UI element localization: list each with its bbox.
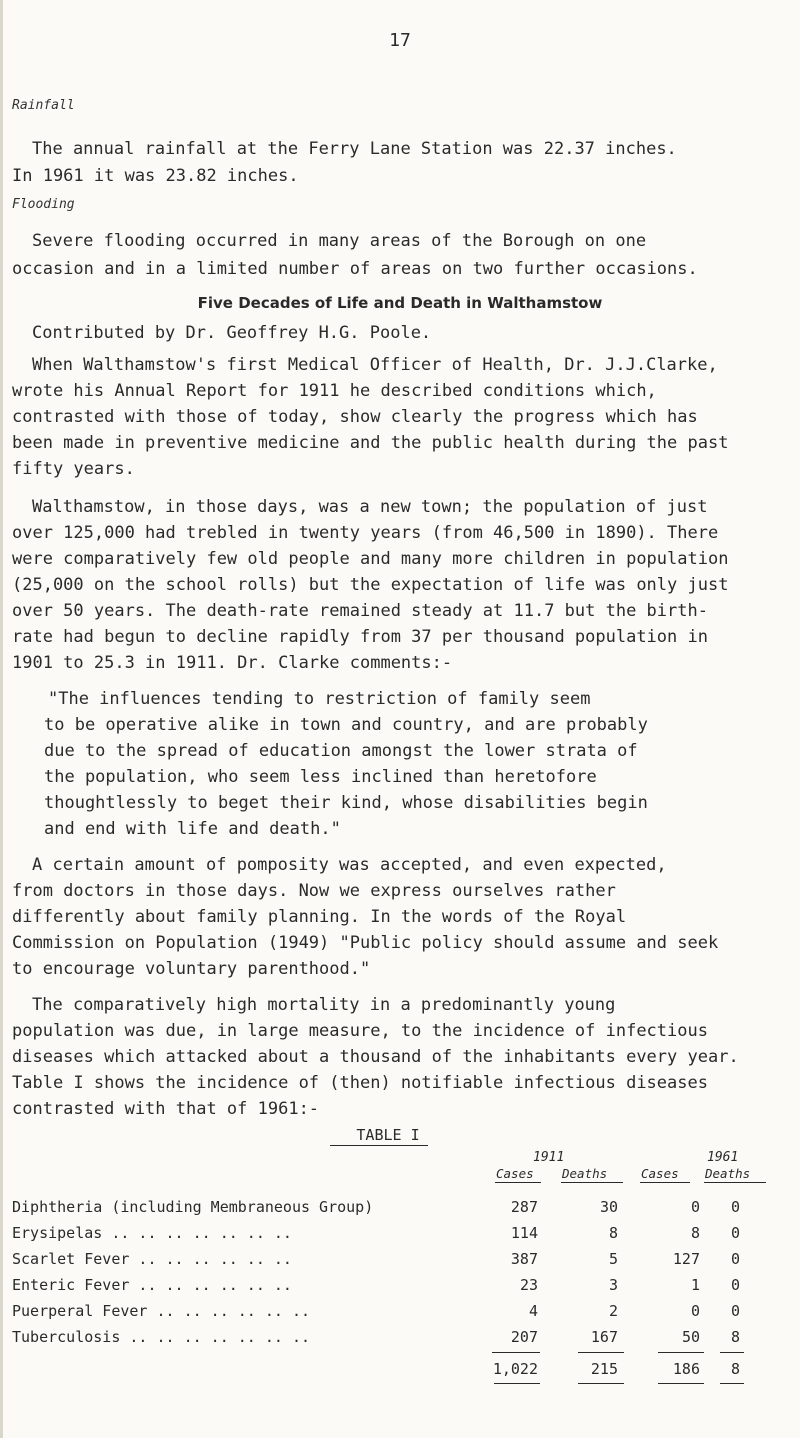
total-underline-2	[578, 1383, 624, 1384]
para3-line-2: from doctors in those days. Now we express ourselves rather	[12, 881, 616, 901]
cell-deaths-1911: 30	[599, 1198, 618, 1216]
total-cases-1911: 1,022	[492, 1360, 538, 1378]
cell-deaths-1911: 167	[590, 1328, 618, 1346]
col-cases-1911: Cases	[496, 1166, 534, 1181]
col-cases-1911-underline	[495, 1182, 541, 1183]
cell-cases-1961: 0	[690, 1198, 700, 1216]
table-row-label: Diphtheria (including Membraneous Group)	[12, 1198, 374, 1216]
cell-deaths-1911: 3	[608, 1276, 618, 1294]
para2-line-3: were comparatively few old people and many more children in population	[12, 549, 729, 569]
para1-line-5: fifty years.	[12, 459, 135, 479]
para4-line-4: Table I shows the incidence of (then) notifiable infectious diseases	[12, 1073, 708, 1093]
table-row-label: Puerperal Fever .. .. .. .. .. ..	[12, 1302, 311, 1320]
total-deaths-1911: 215	[590, 1360, 618, 1378]
flooding-heading: Flooding	[12, 197, 75, 212]
cell-deaths-1911: 5	[608, 1250, 618, 1268]
para1-line-2: wrote his Annual Report for 1911 he described conditions which,	[12, 381, 657, 401]
page-number: 17	[389, 30, 411, 51]
article-title: Five Decades of Life and Death in Walthamstow	[197, 294, 603, 312]
cell-deaths-1911: 8	[608, 1224, 618, 1242]
col-deaths-1961: Deaths	[705, 1166, 751, 1181]
cell-deaths-1961: 0	[730, 1224, 740, 1242]
para3-line-3: differently about family planning. In the words of the Royal	[12, 907, 627, 927]
col-deaths-1911: Deaths	[562, 1166, 608, 1181]
table-title-underline	[330, 1145, 428, 1146]
cell-deaths-1961: 0	[730, 1276, 740, 1294]
para3-line-5: to encourage voluntary parenthood."	[12, 959, 371, 979]
table-row-label: Enteric Fever .. .. .. .. .. ..	[12, 1276, 292, 1294]
total-underline-1	[494, 1383, 540, 1384]
cell-cases-1911: 4	[528, 1302, 538, 1320]
para1-line-4: been made in preventive medicine and the public health during the past	[12, 433, 729, 453]
para2-line-6: rate had begun to decline rapidly from 37 per thousand population in	[12, 627, 708, 647]
col-cases-1961-underline	[640, 1182, 690, 1183]
cell-deaths-1911: 2	[608, 1302, 618, 1320]
para2-line-4: (25,000 on the school rolls) but the expectation of life was only just	[12, 575, 729, 595]
cell-cases-1961: 8	[690, 1224, 700, 1242]
cell-cases-1961: 0	[690, 1302, 700, 1320]
cell-deaths-1961: 0	[730, 1302, 740, 1320]
rainfall-heading: Rainfall	[12, 98, 75, 113]
col-cases-1961: Cases	[641, 1166, 679, 1181]
cell-deaths-1961: 8	[730, 1328, 740, 1346]
col-deaths-1911-underline	[561, 1182, 623, 1183]
page-edge	[0, 0, 3, 1438]
cell-cases-1911: 207	[510, 1328, 538, 1346]
cell-cases-1961: 50	[681, 1328, 700, 1346]
quote-line-1: "The influences tending to restriction of family seem	[48, 689, 591, 709]
quote-line-6: and end with life and death."	[44, 819, 341, 839]
flooding-line-1: Severe flooding occurred in many areas of the Borough on one	[32, 231, 647, 251]
quote-line-2: to be operative alike in town and country, and are probably	[44, 715, 648, 735]
para1-line-1: When Walthamstow's first Medical Officer of Health, Dr. J.J.Clarke,	[32, 355, 718, 375]
total-underline-4	[720, 1383, 744, 1384]
cell-cases-1911: 114	[510, 1224, 538, 1242]
cell-deaths-1961: 0	[730, 1250, 740, 1268]
year-1911-label: 1911	[533, 1150, 565, 1165]
cell-cases-1911: 287	[510, 1198, 538, 1216]
cell-cases-1911: 23	[519, 1276, 538, 1294]
total-rule-2	[578, 1352, 624, 1353]
para2-line-7: 1901 to 25.3 in 1911. Dr. Clarke comments:-	[12, 653, 453, 673]
para4-line-5: contrasted with that of 1961:-	[12, 1099, 320, 1119]
year-1961-label: 1961	[707, 1150, 739, 1165]
article-byline: Contributed by Dr. Geoffrey H.G. Poole.	[32, 323, 432, 343]
para1-line-3: contrasted with those of today, show clearly the progress which has	[12, 407, 698, 427]
total-underline-3	[658, 1383, 704, 1384]
quote-line-5: thoughtlessly to beget their kind, whose disabilities begin	[44, 793, 648, 813]
total-rule-1	[492, 1352, 540, 1353]
para2-line-2: over 125,000 had trebled in twenty years (from 46,500 in 1890). There	[12, 523, 719, 543]
table-row-label: Tuberculosis .. .. .. .. .. .. ..	[12, 1328, 311, 1346]
total-rule-4	[720, 1352, 744, 1353]
rainfall-line-2: In 1961 it was 23.82 inches.	[12, 166, 299, 186]
table-title: TABLE I	[356, 1126, 420, 1144]
table-row-label: Scarlet Fever .. .. .. .. .. ..	[12, 1250, 292, 1268]
total-cases-1961: 186	[672, 1360, 700, 1378]
table-row-label: Erysipelas .. .. .. .. .. .. ..	[12, 1224, 292, 1242]
para2-line-5: over 50 years. The death-rate remained steady at 11.7 but the birth-	[12, 601, 708, 621]
total-deaths-1961: 8	[730, 1360, 740, 1378]
flooding-line-2: occasion and in a limited number of areas on two further occasions.	[12, 259, 698, 279]
para3-line-1: A certain amount of pomposity was accepted, and even expected,	[32, 855, 667, 875]
cell-deaths-1961: 0	[730, 1198, 740, 1216]
quote-line-4: the population, who seem less inclined than heretofore	[44, 767, 597, 787]
cell-cases-1911: 387	[510, 1250, 538, 1268]
para4-line-1: The comparatively high mortality in a predominantly young	[32, 995, 616, 1015]
total-rule-3	[658, 1352, 704, 1353]
cell-cases-1961: 127	[672, 1250, 700, 1268]
col-deaths-1961-underline	[704, 1182, 766, 1183]
rainfall-line-1: The annual rainfall at the Ferry Lane Station was 22.37 inches.	[32, 139, 677, 159]
para4-line-2: population was due, in large measure, to the incidence of infectious	[12, 1021, 708, 1041]
cell-cases-1961: 1	[690, 1276, 700, 1294]
quote-line-3: due to the spread of education amongst the lower strata of	[44, 741, 638, 761]
para2-line-1: Walthamstow, in those days, was a new town; the population of just	[32, 497, 708, 517]
para4-line-3: diseases which attacked about a thousand of the inhabitants every year.	[12, 1047, 739, 1067]
para3-line-4: Commission on Population (1949) "Public policy should assume and seek	[12, 933, 719, 953]
